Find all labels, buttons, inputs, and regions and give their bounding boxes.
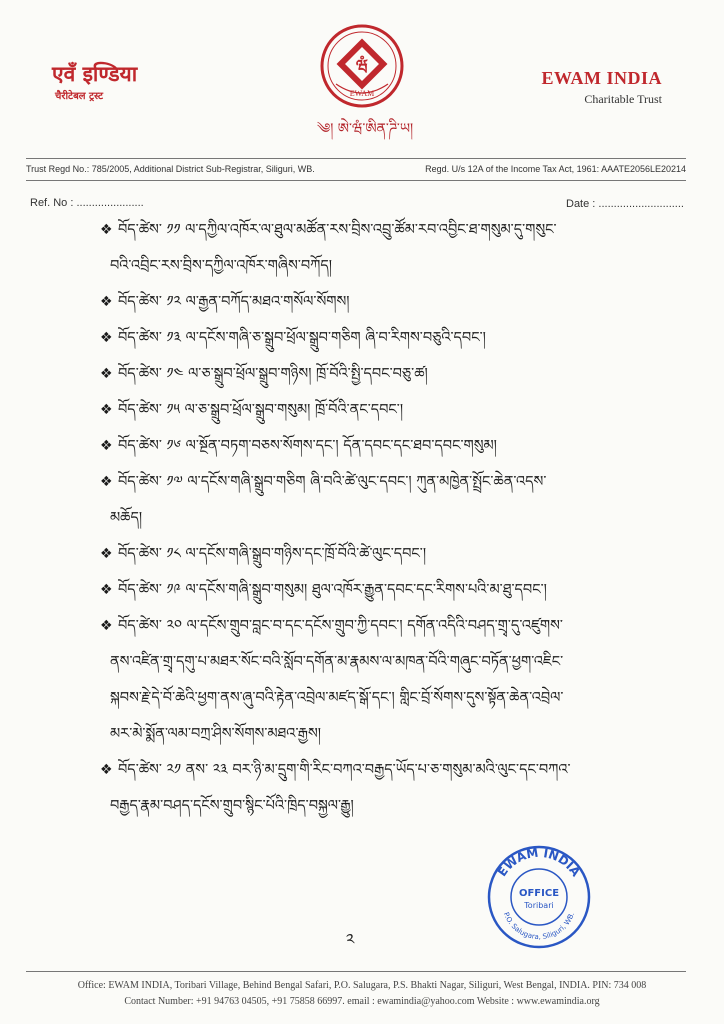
registration-line — [26, 164, 686, 174]
diamond-bullet-icon: ❖ — [100, 618, 113, 634]
date-label: Date : ............................ — [566, 198, 684, 210]
stamp-center-line2: Toribari — [524, 901, 554, 910]
diamond-bullet-icon: ❖ — [100, 222, 113, 238]
svg-text:EWAM INDIA — [495, 846, 583, 880]
income-tax-registration: Regd. U/s 12A of the Income Tax Act, 1961: AAATE2056LE20214 — [425, 164, 686, 174]
hindi-org-name: एवँ इण्डिया — [52, 62, 138, 86]
diamond-bullet-icon: ❖ — [100, 402, 113, 418]
schedule-list — [100, 212, 700, 824]
office-stamp — [484, 842, 594, 956]
tibetan-calligraphy-line: ༄། ཨེ་ཝཾ་ཨིན་ཌི་ཡ། — [316, 121, 414, 137]
schedule-item-line: བོད་ཚེས་ ༡༢ ལ་རྒྱན་བཀོད་མཐའ་གསོལ་སོགས། — [118, 294, 350, 310]
schedule-item — [100, 536, 700, 572]
schedule-item — [100, 320, 700, 356]
schedule-item — [100, 428, 700, 464]
stamp-top-text: EWAM INDIA — [494, 845, 584, 880]
logo-text: EWAM — [349, 89, 375, 98]
page-number: ༢ — [346, 930, 355, 949]
svg-text:P.O. Salugara, Siliguri, WB. — [502, 911, 576, 941]
schedule-item-line: བའི་འབྲིང་རས་བྲིས་དཀྱིལ་འཁོར་གཞིས་བཀོད། — [110, 258, 332, 274]
svg-text:ཝཾ: ཝཾ — [356, 56, 368, 75]
diamond-bullet-icon: ❖ — [100, 546, 113, 562]
footer-office-address: Office: EWAM INDIA, Toribari Village, Behind Bengal Safari, P.O. Salugara, P.S. Bhakti Nagar, Siliguri, West Bengal, INDIA. PIN: 734 008 — [77, 980, 647, 991]
schedule-item-line: བོད་ཚེས་ ༡༩ ལ་དངོས་གཞི་སྒྲུབ་གསུམ། ཐུལ་འཁོར་རྒྱུན་དབང་དང་རིགས་པའི་མ་ཐུ་དབང་། — [118, 582, 547, 598]
english-org-subtitle: Charitable Trust — [584, 92, 662, 106]
footer-divider — [26, 971, 686, 972]
schedule-item-line: སྐབས་རྗེ་དེ་བོ་ཆེའི་ཕྱག་ནས་ཞུ་བའི་རྟེན་འབྲེལ་མཛད་སྒོ་དང་། གླིང་བྲོ་སོགས་དུས་སྟོན་ཆེན་འབྲེལ་ — [110, 690, 564, 706]
schedule-item-line: བོད་ཚེས་ ༡༧ ལ་དངོས་གཞི་སྒྲུབ་གཅིག ཞི་བའི་ཚེ་ལུང་དབང་། ཀུན་མཁྱེན་སྤྲོང་ཆེན་འདས་ — [118, 474, 547, 490]
schedule-item-line: བོད་ཚེས་ ༡༣ ལ་དངོས་གཞི་ཅ་སྒྲུབ་ཕྲོལ་སྒྲུབ་གཅིག ཞི་བ་རིགས་བཅུའི་དབང་། — [118, 330, 486, 346]
schedule-item-line: བོད་ཚེས་ ༢༡ ནས་ ༢༣ བར་ཉི་མ་དྲུག་གི་རིང་བཀའ་བརྒྱད་ཡོད་པ་ཅ་གསུམ་མའི་ལུང་དང་བཀའ་ — [118, 762, 571, 778]
stamp-center-line1: OFFICE — [518, 888, 560, 899]
diamond-bullet-icon: ❖ — [100, 438, 113, 454]
schedule-item — [100, 572, 700, 608]
schedule-item — [100, 356, 700, 392]
footer-contact: Contact Number: +91 94763 04505, +91 75858 66997. email : ewamindia@yahoo.com Website : www.ewamindia.org — [124, 996, 600, 1007]
trust-registration: Trust Regd No.: 785/2005, Additional District Sub-Registrar, Siliguri, WB. — [26, 164, 315, 174]
schedule-item-line: བོད་ཚེས་ ༡༨ ལ་དངོས་གཞི་སྒྲུབ་གཉིས་དང་ཁྲོ་བོའི་ཚེ་ལུང་དབང་། — [118, 546, 427, 562]
schedule-item-line: བོད་ཚེས་ ༡༥ ལ་ཅ་སྒྲུབ་ཕྲོལ་སྒྲུབ་གསུམ། ཁྲོ་བོའི་ནང་དབང་། — [118, 402, 404, 418]
schedule-item-line: བོད་ཚེས་ ༡༦ ལ་སྔོན་བཏག་བཅས་སོགས་དང་། དོན་དབང་དང་ཐབ་དབང་གསུམ། — [118, 438, 497, 454]
schedule-item-line: བོད་ཚེས་ ༡༡ ལ་དཀྱིལ་འཁོར་ལ་ཐུལ་མཚོན་རས་བྲིས་འབྲུ་ཚོམ་རབ་འབྱིང་ཐ་གསུམ་དུ་གསུང་ — [118, 222, 557, 238]
reference-number-label: Ref. No : ...................... — [30, 197, 144, 209]
english-org-name: EWAM INDIA — [541, 68, 662, 88]
schedule-item-line: བརྒྱད་རྣམ་བཤད་དངོས་གྲུབ་སྙིང་པོའི་ཁྲིད་བསྐྱལ་རྒྱུ། — [110, 798, 354, 814]
diamond-bullet-icon: ❖ — [100, 474, 113, 490]
stamp-bottom-text: P.O. Salugara, Siliguri, WB. — [501, 911, 577, 942]
schedule-item — [100, 212, 700, 284]
schedule-item — [100, 464, 700, 536]
diamond-bullet-icon: ❖ — [100, 294, 113, 310]
schedule-item — [100, 752, 700, 824]
diamond-bullet-icon: ❖ — [100, 330, 113, 346]
schedule-item — [100, 608, 700, 752]
schedule-item-line: བོད་ཚེས་ ༡༤ ལ་ཅ་སྒྲུབ་ཕྲོལ་སྒྲུབ་གཉིས། ཁྲོ་བོའི་སྤྱི་དབང་བཅུ་ཚ། — [118, 366, 428, 382]
diamond-bullet-icon: ❖ — [100, 366, 113, 382]
schedule-item-line: ནས་འཛིན་གྲྭ་དགུ་པ་མཐར་སོང་བའི་སློབ་དགོན་མ་རྣམས་ལ་མཁན་བོའི་གཞུང་བཏོན་ཕྱག་འཇིང་ — [110, 654, 564, 670]
registration-divider — [26, 180, 686, 181]
schedule-item — [100, 284, 700, 320]
diamond-bullet-icon: ❖ — [100, 762, 113, 778]
schedule-item-line: མཆོད། — [110, 510, 143, 526]
schedule-item-line: བོད་ཚེས་ ༢༠ ལ་དངོས་གྲུབ་བླང་བ་དང་དངོས་གྲུབ་ཀྱི་དབང་། དགོན་འདིའི་བཤད་གྲྭ་དུ་འཛུགས་ — [118, 618, 563, 634]
ewam-logo — [318, 22, 406, 114]
header-divider — [26, 158, 686, 159]
diamond-bullet-icon: ❖ — [100, 582, 113, 598]
schedule-item — [100, 392, 700, 428]
hindi-org-subtitle: चैरीटेबल ट्रस्ट — [55, 91, 104, 102]
schedule-item-line: མར་མེ་སྨོན་ལམ་བཀྲ་ཤིས་སོགས་མཐའ་རྒྱས། — [110, 726, 321, 742]
